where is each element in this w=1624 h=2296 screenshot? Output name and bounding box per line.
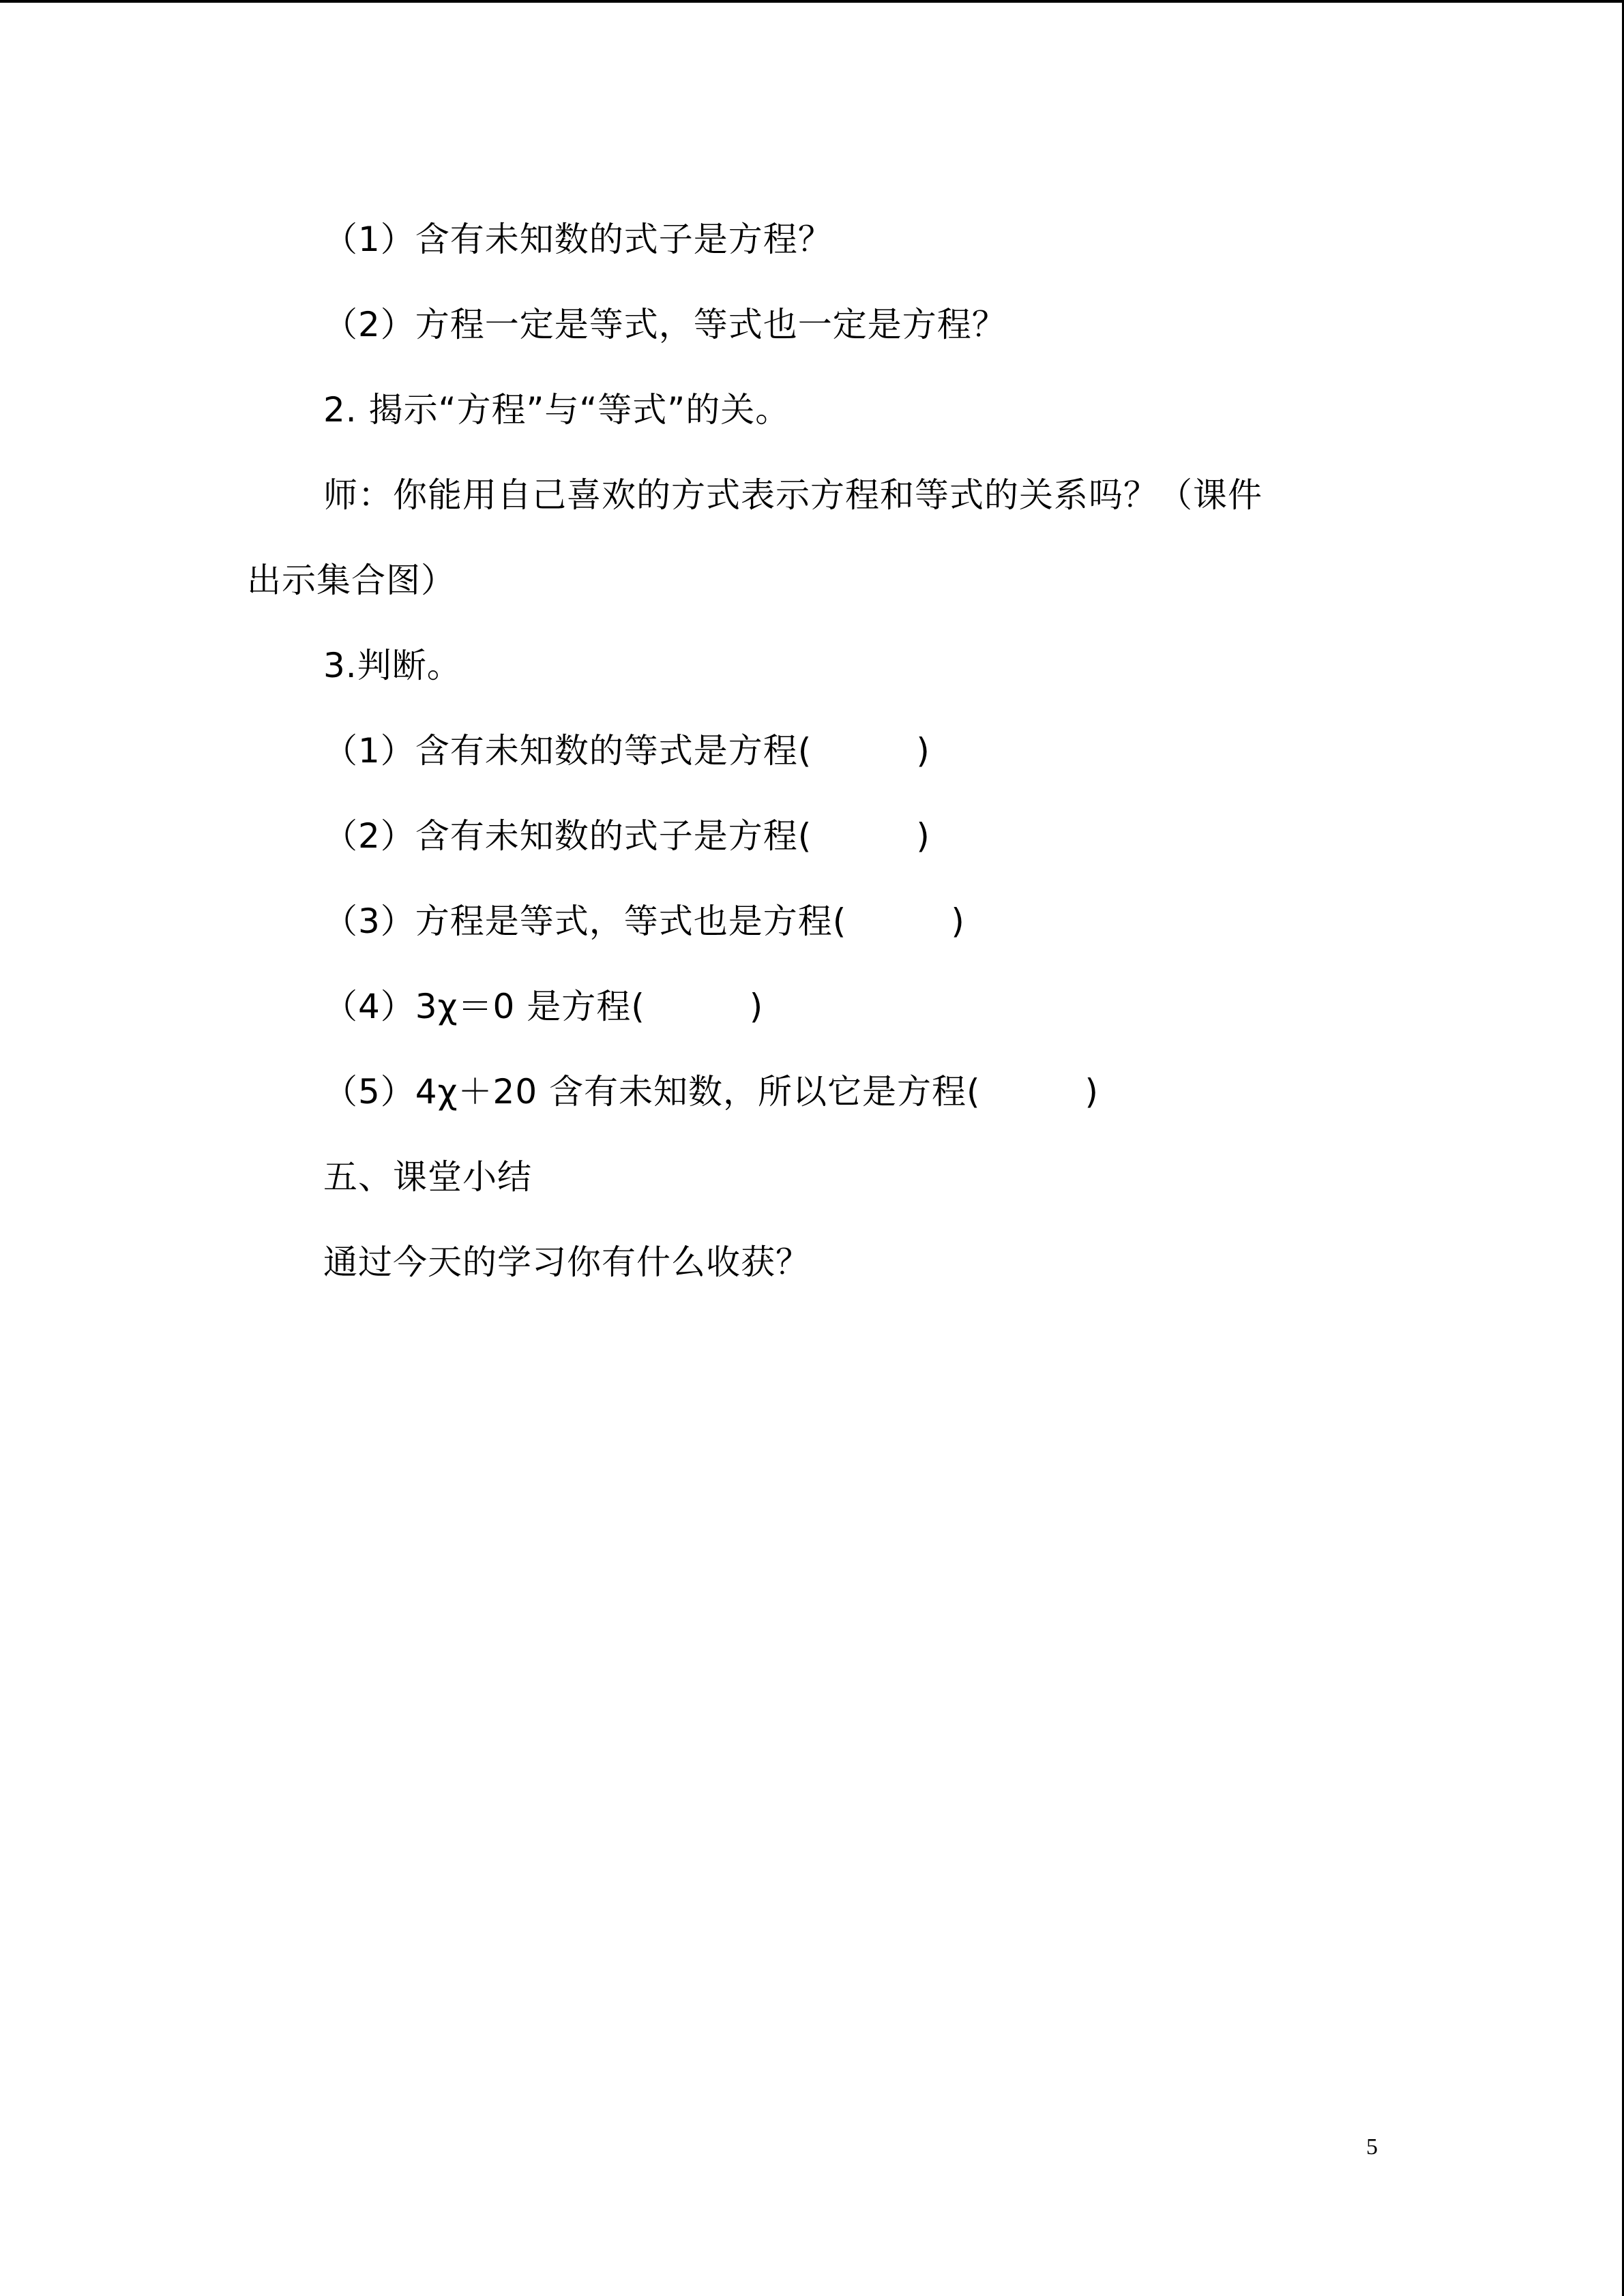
- summary-question: 通过今天的学习你有什么收获？: [323, 1242, 810, 1282]
- judge-item-1: （1）含有未知数的等式是方程( ): [323, 731, 930, 771]
- question-1-text: （1）含有未知数的式子是方程？: [323, 220, 833, 259]
- judge-item-4: （4）3χ＝0 是方程( ): [323, 987, 764, 1026]
- question-2-text: （2）方程一定是等式，等式也一定是方程？: [323, 305, 1007, 344]
- summary-heading: 五、课堂小结: [323, 1157, 532, 1197]
- page-number: 5: [1366, 2134, 1378, 2160]
- section-3-heading: 3.判断。: [323, 646, 462, 685]
- teacher-prompt-line-2: 出示集合图）: [247, 561, 456, 600]
- judge-item-5: （5）4χ＋20 含有未知数，所以它是方程( ): [323, 1072, 1099, 1112]
- judge-item-2: （2）含有未知数的式子是方程( ): [323, 816, 930, 856]
- teacher-prompt-line-1: 师：你能用自己喜欢的方式表示方程和等式的关系吗？（课件: [323, 475, 1263, 515]
- judge-item-3: （3）方程是等式，等式也是方程( ): [323, 901, 965, 941]
- section-2-heading: 2. 揭示“方程”与“等式”的关。: [323, 390, 791, 430]
